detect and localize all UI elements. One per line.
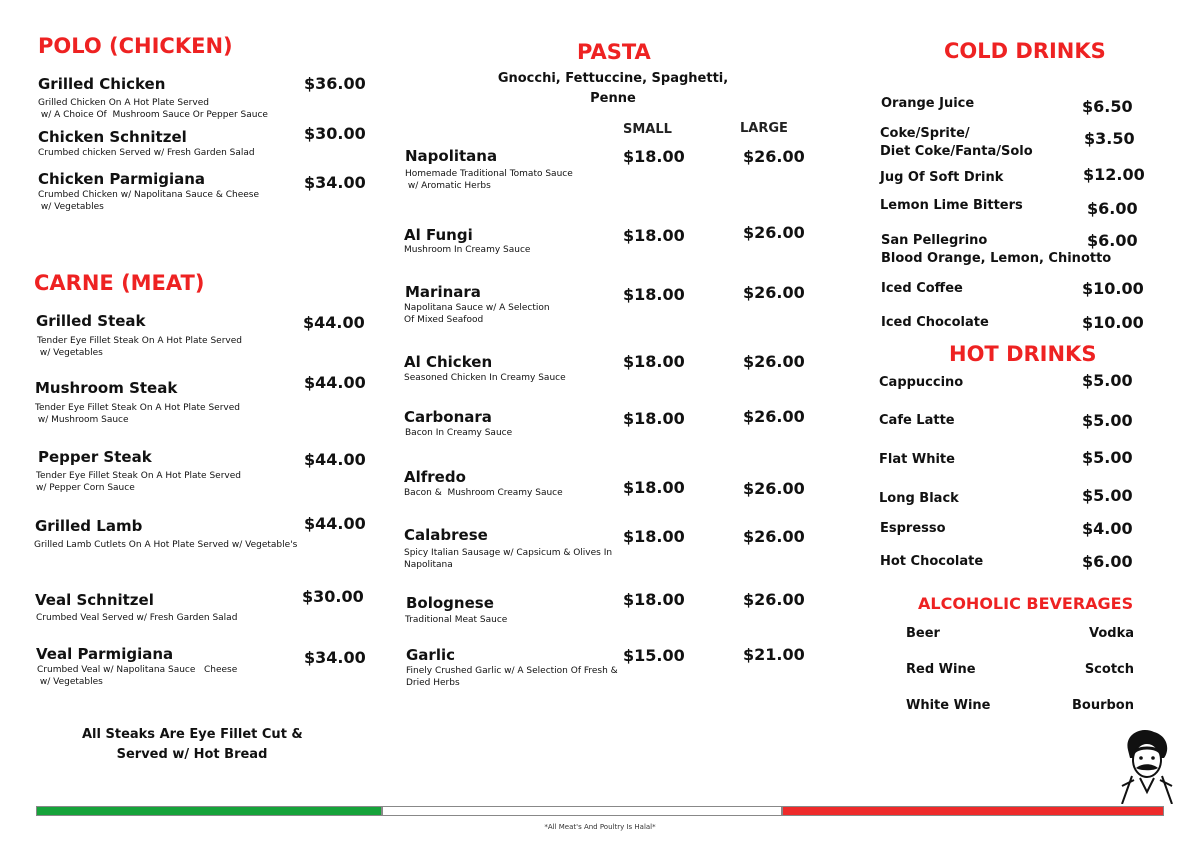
pasta-price-small: $18.00 xyxy=(623,590,685,609)
menu-item-price: $34.00 xyxy=(304,173,366,192)
pasta-item-desc: Bacon In Creamy Sauce xyxy=(405,428,513,438)
drink-price: $6.00 xyxy=(1087,231,1138,250)
alcohol-item: Beer xyxy=(906,626,940,641)
pasta-price-small: $18.00 xyxy=(623,478,685,497)
pasta-price-large: $21.00 xyxy=(743,645,805,664)
alcohol-item: Scotch xyxy=(1084,662,1134,677)
drink-price: $5.00 xyxy=(1082,371,1133,390)
menu-item-name: Grilled Steak xyxy=(36,312,146,330)
col-header-small: SMALL xyxy=(623,122,672,137)
drink-name: Orange Juice xyxy=(881,96,975,111)
menu-item-price: $34.00 xyxy=(304,648,366,667)
menu-item-price: $44.00 xyxy=(304,514,366,533)
pasta-item-name: Alfredo xyxy=(404,468,466,486)
pasta-item-desc: Finely Crushed Garlic w/ A Selection Of Fresh & Dried Herbs xyxy=(406,666,618,688)
pasta-item-name: Al Chicken xyxy=(404,353,493,371)
pasta-price-large: $26.00 xyxy=(743,479,805,498)
menu-item-price: $30.00 xyxy=(304,124,366,143)
drink-price: $4.00 xyxy=(1082,519,1133,538)
pasta-item-name: Napolitana xyxy=(405,147,498,165)
pasta-price-small: $15.00 xyxy=(623,646,685,665)
pasta-item-desc: Seasoned Chicken In Creamy Sauce xyxy=(404,373,566,383)
drink-name: Jug Of Soft Drink xyxy=(880,170,1004,185)
drink-name: Cappuccino xyxy=(879,375,964,390)
menu-item-name: Grilled Chicken xyxy=(38,75,166,93)
pasta-item-name: Calabrese xyxy=(404,526,488,544)
menu-item-desc: Crumbed Veal Served w/ Fresh Garden Salad xyxy=(36,613,238,623)
drink-name: San Pellegrino Blood Orange, Lemon, Chinotto xyxy=(881,233,1112,266)
menu-item-name: Mushroom Steak xyxy=(35,379,178,397)
mustached-man-logo-icon xyxy=(1118,728,1176,804)
menu-item-desc: Tender Eye Fillet Steak On A Hot Plate Served w/ Mushroom Sauce xyxy=(35,403,240,425)
drink-name: Long Black xyxy=(879,491,959,506)
pasta-item-name: Al Fungi xyxy=(404,226,473,244)
pasta-item-name: Garlic xyxy=(406,646,456,664)
menu-item-name: Veal Schnitzel xyxy=(35,591,154,609)
pasta-item-desc: Bacon & Mushroom Creamy Sauce xyxy=(404,488,563,498)
menu-item-price: $44.00 xyxy=(303,313,365,332)
flag-bar-green xyxy=(36,806,382,816)
menu-item-name: Chicken Schnitzel xyxy=(38,128,187,146)
menu-item-price: $36.00 xyxy=(304,74,366,93)
pasta-item-name: Bolognese xyxy=(406,594,494,612)
drink-name: Iced Chocolate xyxy=(881,315,989,330)
hot-drinks-title: HOT DRINKS xyxy=(949,342,1097,366)
pasta-price-small: $18.00 xyxy=(623,527,685,546)
flag-bar-white xyxy=(382,806,782,816)
drink-name: Coke/Sprite/ Diet Coke/Fanta/Solo xyxy=(880,126,1033,159)
pasta-price-small: $18.00 xyxy=(623,147,685,166)
menu-item-name: Chicken Parmigiana xyxy=(38,170,206,188)
halal-note: *All Meat's And Poultry Is Halal* xyxy=(544,823,656,831)
pasta-item-desc: Traditional Meat Sauce xyxy=(405,615,508,625)
drink-price: $10.00 xyxy=(1082,313,1144,332)
menu-item-desc: Crumbed chicken Served w/ Fresh Garden Salad xyxy=(38,148,255,158)
pasta-price-large: $26.00 xyxy=(743,283,805,302)
col-header-large: LARGE xyxy=(740,121,788,136)
pasta-section-title: PASTA xyxy=(577,40,651,64)
pasta-subtitle: Gnocchi, Fettuccine, Spaghetti, Penne xyxy=(497,71,729,106)
alcohol-title: ALCOHOLIC BEVERAGES xyxy=(918,594,1134,613)
menu-item-price: $44.00 xyxy=(304,373,366,392)
drink-price: $12.00 xyxy=(1083,165,1145,184)
pasta-price-small: $18.00 xyxy=(623,226,685,245)
drink-price: $5.00 xyxy=(1082,486,1133,505)
menu-item-price: $30.00 xyxy=(302,587,364,606)
pasta-item-desc: Homemade Traditional Tomato Sauce w/ Aromatic Herbs xyxy=(405,169,573,191)
drink-price: $5.00 xyxy=(1082,448,1133,467)
pasta-price-small: $18.00 xyxy=(623,352,685,371)
polo-section-title: POLO (CHICKEN) xyxy=(38,34,233,58)
cold-drinks-title: COLD DRINKS xyxy=(944,39,1106,63)
pasta-price-small: $18.00 xyxy=(623,285,685,304)
pasta-price-small: $18.00 xyxy=(623,409,685,428)
pasta-price-large: $26.00 xyxy=(743,352,805,371)
drink-price: $5.00 xyxy=(1082,411,1133,430)
flag-bar-red xyxy=(782,806,1164,816)
menu-item-desc: Grilled Lamb Cutlets On A Hot Plate Served w/ Vegetable's xyxy=(34,540,298,550)
pasta-item-desc: Spicy Italian Sausage w/ Capsicum & Olives In Napolitana xyxy=(404,548,613,570)
drink-name: Iced Coffee xyxy=(881,281,963,296)
drink-price: $6.50 xyxy=(1082,97,1133,116)
alcohol-item: Bourbon xyxy=(1072,698,1134,713)
pasta-item-desc: Napolitana Sauce w/ A Selection Of Mixed Seafood xyxy=(404,303,550,325)
pasta-price-large: $26.00 xyxy=(743,590,805,609)
drink-price: $6.00 xyxy=(1082,552,1133,571)
pasta-item-name: Marinara xyxy=(405,283,481,301)
menu-item-desc: Tender Eye Fillet Steak On A Hot Plate Served w/ Pepper Corn Sauce xyxy=(36,471,241,493)
drink-name: Cafe Latte xyxy=(879,413,955,428)
drink-name: Espresso xyxy=(880,521,946,536)
alcohol-item: Vodka xyxy=(1088,626,1134,641)
pasta-price-large: $26.00 xyxy=(743,407,805,426)
menu-item-name: Veal Parmigiana xyxy=(36,645,174,663)
pasta-price-large: $26.00 xyxy=(743,147,805,166)
drink-name: Lemon Lime Bitters xyxy=(880,198,1023,213)
pasta-price-large: $26.00 xyxy=(743,527,805,546)
menu-item-desc: Crumbed Chicken w/ Napolitana Sauce & Cheese w/ Vegetables xyxy=(38,190,260,212)
carne-section-title: CARNE (MEAT) xyxy=(34,271,205,295)
menu-item-desc: Grilled Chicken On A Hot Plate Served w/ A Choice Of Mushroom Sauce Or Pepper Sauce xyxy=(38,98,268,120)
alcohol-item: Red Wine xyxy=(906,662,976,677)
pasta-price-large: $26.00 xyxy=(743,223,805,242)
pasta-item-name: Carbonara xyxy=(404,408,492,426)
drink-name: Hot Chocolate xyxy=(880,554,984,569)
drink-price: $10.00 xyxy=(1082,279,1144,298)
alcohol-item: White Wine xyxy=(906,698,991,713)
menu-item-desc: Tender Eye Fillet Steak On A Hot Plate Served w/ Vegetables xyxy=(37,336,242,358)
menu-item-desc: Crumbed Veal w/ Napolitana Sauce Cheese w/ Vegetables xyxy=(37,665,238,687)
menu-item-name: Grilled Lamb xyxy=(35,517,143,535)
drink-name: Flat White xyxy=(879,452,955,467)
pasta-item-desc: Mushroom In Creamy Sauce xyxy=(404,245,531,255)
steak-note: All Steaks Are Eye Fillet Cut & Served w/ Hot Bread xyxy=(82,727,303,762)
menu-item-name: Pepper Steak xyxy=(38,448,152,466)
drink-price: $6.00 xyxy=(1087,199,1138,218)
menu-item-price: $44.00 xyxy=(304,450,366,469)
drink-price: $3.50 xyxy=(1084,129,1135,148)
